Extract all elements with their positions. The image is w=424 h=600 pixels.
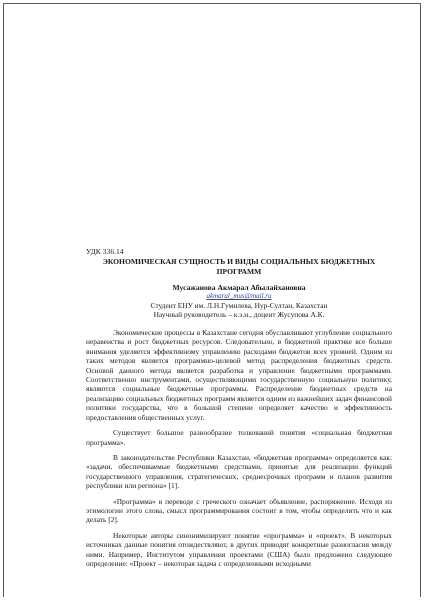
article-title: ЭКОНОМИЧЕСКАЯ СУЩНОСТЬ И ВИДЫ СОЦИАЛЬНЫХ БЮДЖЕТНЫХ ПРОГРАММ [102, 257, 376, 276]
author-name: Мусажанова Акмарал Абылайхановна [172, 282, 306, 292]
paragraph: Экономические процессы в Казахстане сегодня обуславливают углубление социального неравенства и рост бюджетных ресурсов. Следовательно, в бюджетной практике все больше внимания уделяется эффективному управлению расходами бюджетов всех уровней. Одним из таких методов является программно-целевой метод распределения бюджетных средств. Основой данного метода является разработка и управление бюджетными программами. Соответственно инструментами, осуществляющими государственную социальную политику, являются социальные бюджетные программы. Распределение бюджетных средств на реализацию социальных бюджетных программ является одним из важнейших задач финансовой политики государства, что в большой степени определяет качество и эффективность предоставления общественных услуг. [86, 328, 392, 422]
paragraph: «Программа» в переводе с греческого означает объявление, распоряжение. Исходя из этимологии этого слова, смысл программирования состоит в том, чтобы определить что и как делать [2]. [86, 496, 392, 525]
document-page [3, 3, 421, 597]
paragraph: Некоторые авторы синонимизируют понятие «программа» и «проект». В некоторых источниках данные понятия отождествляют, в других приводят конкретные разногласия между ними. Например, Институтом управления проектами (США) было предложено следующее определение: «Проект – некоторая задача с определенными исходными [86, 530, 392, 568]
scientific-supervisor: Научный руководитель – к.э.н., доцент Жусупова А.К. [153, 309, 325, 319]
article-content [86, 247, 392, 574]
author-affiliation: Студент ЕНУ им. Л.Н.Гумилева, Нур-Султан, Казахстан [150, 300, 328, 310]
article-body [86, 328, 392, 568]
paragraph: В законодательстве Республики Казахстан, «бюджетная программа» определяется как: «задачи, обеспечиваемые бюджетными средствами, принятые для реализации функций государственного управления, стратегических, среднесрочных программ и планов развития республики или региона» [1]. [86, 452, 392, 491]
paragraph: Существует большое разнообразие толкований понятия «социальная бюджетная программа». [86, 428, 392, 447]
udk-code: УДК 336.14 [86, 247, 124, 256]
author-email-link[interactable]: akmaral_mus@mail.ru [206, 292, 272, 301]
